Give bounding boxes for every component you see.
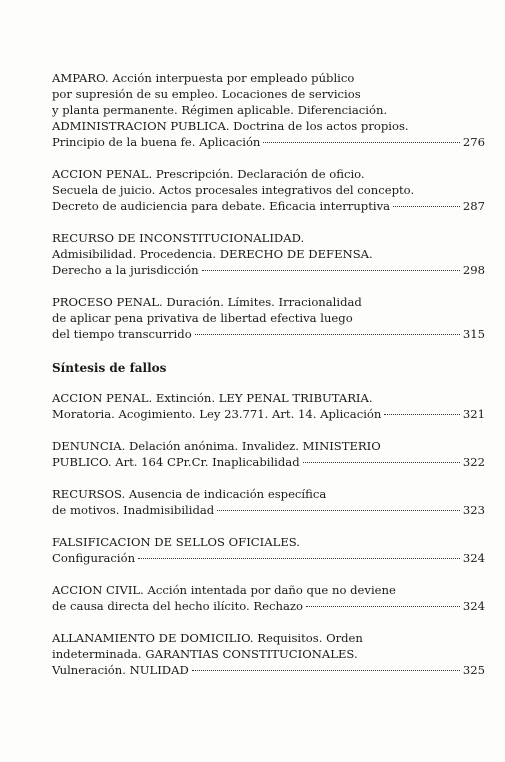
index-entry [52, 230, 485, 278]
entry-line: AMPARO. Acción interpuesta por empleado público [52, 71, 355, 85]
page-number: 315 [462, 327, 485, 341]
index-entry [52, 630, 485, 678]
page-number: 276 [462, 135, 485, 149]
page-number: 323 [462, 503, 485, 517]
entry-leader-line [52, 262, 485, 278]
entry-last-text: Decreto de audiciencia para debate. Eficacia interruptiva [52, 199, 391, 213]
index-entry [52, 438, 485, 470]
entry-last-text: de motivos. Inadmisibilidad [52, 503, 215, 517]
entry-leader-line [52, 598, 485, 614]
dot-leader [263, 142, 459, 143]
entry-line: de aplicar pena privativa de libertad efectiva luego [52, 311, 353, 325]
dot-leader [384, 414, 460, 415]
index-entry [52, 534, 485, 566]
page-number: 324 [462, 551, 485, 565]
entry-last-text: Moratoria. Acogimiento. Ley 23.771. Art. 14. Aplicación [52, 407, 382, 421]
entry-line: RECURSOS. Ausencia de indicación específica [52, 487, 327, 501]
entry-last-text: Derecho a la jurisdicción [52, 263, 199, 277]
entry-line: indeterminada. GARANTIAS CONSTITUCIONALES. [52, 647, 358, 661]
dot-leader [303, 462, 460, 463]
index-entry [52, 166, 485, 214]
entry-line: ADMINISTRACION PUBLICA. Doctrina de los actos propios. [52, 119, 409, 133]
entry-leader-line [52, 662, 485, 678]
entry-line: Secuela de juicio. Actos procesales integrativos del concepto. [52, 183, 415, 197]
entry-line: FALSIFICACION DE SELLOS OFICIALES. [52, 535, 300, 549]
index-list-top [52, 70, 485, 342]
page-number: 325 [462, 663, 485, 677]
index-list-bottom [52, 390, 485, 678]
entry-leader-line [52, 134, 485, 150]
index-entry [52, 70, 485, 150]
index-entry [52, 486, 485, 518]
entry-line: por supresión de su empleo. Locaciones de servicios [52, 87, 361, 101]
entry-line: ACCION PENAL. Extinción. LEY PENAL TRIBUTARIA. [52, 391, 373, 405]
entry-last-text: de causa directa del hecho ilícito. Rechazo [52, 599, 303, 613]
entry-leader-line [52, 550, 485, 566]
index-content [52, 70, 485, 694]
section-title: Síntesis de fallos [52, 361, 167, 375]
entry-line: DENUNCIA. Delación anónima. Invalidez. MINISTERIO [52, 439, 381, 453]
page-number: 322 [462, 455, 485, 469]
entry-line: PROCESO PENAL. Duración. Límites. Irracionalidad [52, 295, 362, 309]
entry-leader-line [52, 326, 485, 342]
entry-line: y planta permanente. Régimen aplicable. Diferenciación. [52, 103, 388, 117]
entry-line: Admisibilidad. Procedencia. DERECHO DE DEFENSA. [52, 247, 373, 261]
entry-line: ACCION PENAL. Prescripción. Declaración de oficio. [52, 167, 365, 181]
entry-leader-line [52, 406, 485, 422]
page-number: 298 [462, 263, 485, 277]
page-number: 287 [462, 199, 485, 213]
entry-leader-line [52, 454, 485, 470]
dot-leader [306, 606, 460, 607]
entry-line: RECURSO DE INCONSTITUCIONALIDAD. [52, 231, 305, 245]
entry-last-text: PUBLICO. Art. 164 CPr.Cr. Inaplicabilidad [52, 455, 300, 469]
dot-leader [192, 670, 460, 671]
entry-last-text: Vulneración. NULIDAD [52, 663, 189, 677]
index-entry [52, 582, 485, 614]
dot-leader [217, 510, 460, 511]
entry-last-text: Principio de la buena fe. Aplicación [52, 135, 261, 149]
entry-line: ACCION CIVIL. Acción intentada por daño que no deviene [52, 583, 396, 597]
dot-leader [138, 558, 460, 559]
dot-leader [195, 334, 460, 335]
dot-leader [202, 270, 460, 271]
entry-last-text: Configuración [52, 551, 136, 565]
entry-last-text: del tiempo transcurrido [52, 327, 192, 341]
entry-line: ALLANAMIENTO DE DOMICILIO. Requisitos. Orden [52, 631, 363, 645]
page-number: 324 [462, 599, 485, 613]
dot-leader [393, 206, 460, 207]
entry-leader-line [52, 198, 485, 214]
page-number: 321 [462, 407, 485, 421]
index-entry [52, 390, 485, 422]
index-entry [52, 294, 485, 342]
entry-leader-line [52, 502, 485, 518]
